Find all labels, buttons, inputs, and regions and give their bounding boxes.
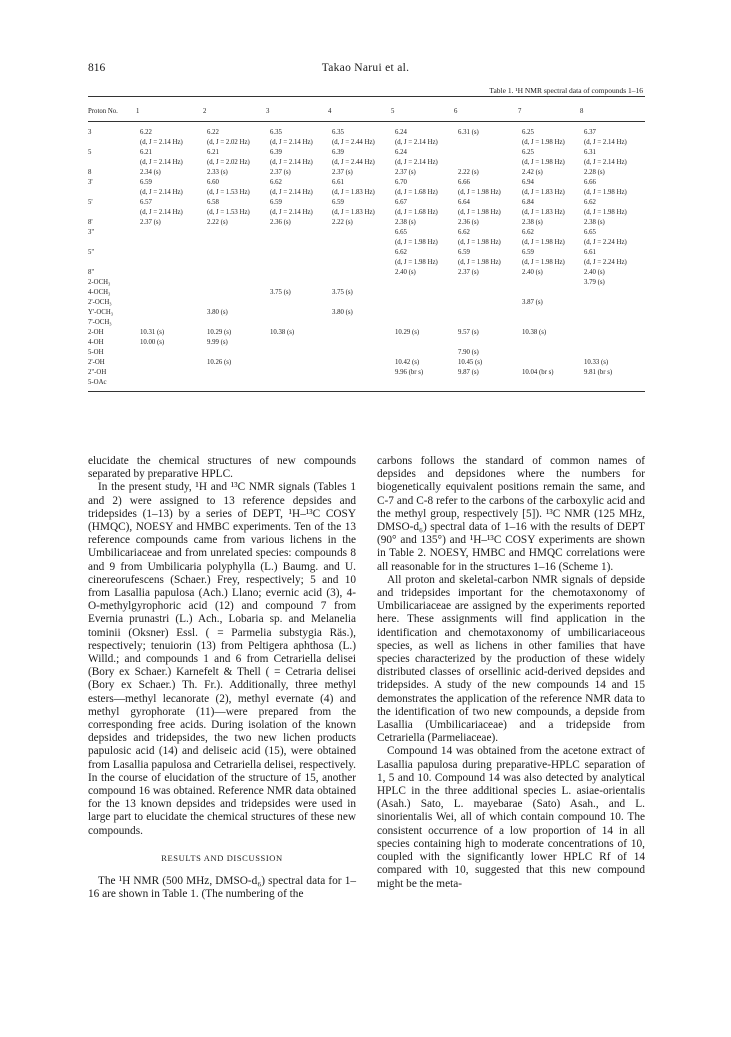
shift-value: (d, J = 1.83 Hz): [332, 189, 375, 196]
table-row: [88, 359, 645, 369]
proton-label: 5-OAc: [88, 379, 107, 386]
shift-value: 6.24: [395, 129, 407, 136]
shift-value: (d, J = 2.14 Hz): [270, 159, 313, 166]
shift-value: 2.40 (s): [522, 269, 543, 276]
shift-value: (d, J = 2.44 Hz): [332, 139, 375, 146]
shift-value: (d, J = 2.14 Hz): [395, 159, 438, 166]
proton-label: Y'-OCH₃: [88, 309, 114, 316]
shift-value: 10.33 (s): [584, 359, 609, 366]
table-row: [88, 319, 645, 329]
section-heading: RESULTS AND DISCUSSION: [161, 852, 283, 863]
table-row: [88, 159, 645, 169]
shift-value: 10.00 (s): [140, 339, 165, 346]
shift-value: (d, J = 2.14 Hz): [395, 139, 438, 146]
shift-value: (d, J = 1.98 Hz): [522, 239, 565, 246]
shift-value: 6.66: [584, 179, 596, 186]
shift-value: 6.60: [207, 179, 219, 186]
shift-value: 6.61: [332, 179, 344, 186]
shift-value: 3.80 (s): [207, 309, 228, 316]
proton-label: 2"-OH: [88, 369, 107, 376]
proton-label: 8": [88, 269, 95, 276]
shift-value: (d, J = 2.14 Hz): [140, 159, 183, 166]
shift-value: 2.37 (s): [140, 219, 161, 226]
shift-value: (d, J = 2.02 Hz): [207, 159, 250, 166]
table-caption: Table 1. ¹H NMR spectral data of compounds 1–16: [489, 86, 643, 95]
shift-value: 6.62: [395, 249, 407, 256]
shift-value: 6.62: [522, 229, 534, 236]
paragraph: All proton and skeletal-carbon NMR signals of depside and tridepsides important for the chemotaxonomy of Umbilicariaceae are assigned by the experiments reported here. These assignments will find application in the identification and chemotaxonomy of umbilicariaceous species, as well as lichens in other families that have species characterized by the production of these widely distributed classes of orsellinic acid-derived depsides and tridepsides. A study of the new compounds 14 and 15 demonstrates the application of the reference NMR data to the identification of two new compounds, a depside from Lasallia (Umbilicariaceae) and a tridepside from Cetrariella (Parmeliaceae).: [377, 573, 645, 745]
shift-value: 6.65: [395, 229, 407, 236]
proton-label: 5': [88, 199, 93, 206]
table-row: [88, 379, 645, 389]
shift-value: 2.38 (s): [395, 219, 416, 226]
table-row: [88, 139, 645, 149]
proton-label: 2'-OH: [88, 359, 105, 366]
shift-value: 10.45 (s): [458, 359, 483, 366]
shift-value: 6.35: [332, 129, 344, 136]
shift-value: 2.37 (s): [458, 269, 479, 276]
table-row: [88, 209, 645, 219]
shift-value: (d, J = 1.83 Hz): [522, 189, 565, 196]
table-row: [88, 339, 645, 349]
proton-label: 4-OCH₃: [88, 289, 111, 296]
shift-value: (d, J = 1.98 Hz): [458, 189, 501, 196]
shift-value: 2.37 (s): [270, 169, 291, 176]
shift-value: 7.90 (s): [458, 349, 479, 356]
paragraph: carbons follows the standard of common names of depsides and depsidones where the numbers for biogenetically equivalent positions remain the same, and C-7 and C-8 refer to the carbons of the carboxylic acid and the methyl group, respectively [5]). ¹³C NMR (125 MHz, DMSO-d₆) spectral data of 1–16 with the results of DEPT (90° and 135°) and ¹H–¹³C COSY experiments are shown in Table 2. NOESY, HMBC and HMQC correlations were all reasonable for in the structures 1–16 (Scheme 1).: [377, 455, 645, 573]
column-header: 4: [328, 108, 332, 115]
shift-value: 3.80 (s): [332, 309, 353, 316]
shift-value: (d, J = 2.14 Hz): [270, 139, 313, 146]
table-row: [88, 229, 645, 239]
shift-value: 9.87 (s): [458, 369, 479, 376]
shift-value: 6.94: [522, 179, 534, 186]
table-row: [88, 349, 645, 359]
shift-value: 6.59: [332, 199, 344, 206]
column-header: 5: [391, 108, 395, 115]
column-header: 6: [454, 108, 458, 115]
shift-value: 6.59: [140, 179, 152, 186]
shift-value: 6.37: [584, 129, 596, 136]
shift-value: 2.42 (s): [522, 169, 543, 176]
shift-value: 9.96 (br s): [395, 369, 424, 376]
shift-value: 2.37 (s): [332, 169, 353, 176]
column-header: 3: [266, 108, 270, 115]
proton-label: 7'-OCH₃: [88, 319, 112, 326]
table-row: [88, 279, 645, 289]
shift-value: 6.35: [270, 129, 282, 136]
shift-value: 2.34 (s): [140, 169, 161, 176]
shift-value: (d, J = 1.98 Hz): [458, 259, 501, 266]
paragraph: elucidate the chemical structures of new compounds separated by preparative HPLC.: [88, 455, 356, 481]
shift-value: 6.24: [395, 149, 407, 156]
table-row: [88, 309, 645, 319]
shift-value: (d, J = 1.98 Hz): [522, 159, 565, 166]
proton-label: 2-OCH₃: [88, 279, 111, 286]
shift-value: 2.22 (s): [207, 219, 228, 226]
shift-value: 2.33 (s): [207, 169, 228, 176]
page-number: 816: [88, 62, 106, 74]
proton-label: 8': [88, 219, 93, 226]
shift-value: (d, J = 2.14 Hz): [584, 139, 627, 146]
shift-value: (d, J = 1.83 Hz): [522, 209, 565, 216]
shift-value: 9.57 (s): [458, 329, 479, 336]
shift-value: 6.65: [584, 229, 596, 236]
running-title: Takao Narui et al.: [321, 62, 410, 74]
table-row: [88, 129, 645, 139]
shift-value: (d, J = 2.24 Hz): [584, 239, 627, 246]
shift-value: (d, J = 2.14 Hz): [140, 209, 183, 216]
shift-value: 3.75 (s): [270, 289, 291, 296]
shift-value: 10.42 (s): [395, 359, 420, 366]
shift-value: 6.21: [207, 149, 219, 156]
table-row: [88, 369, 645, 379]
shift-value: (d, J = 1.53 Hz): [207, 189, 250, 196]
shift-value: (d, J = 2.14 Hz): [140, 139, 183, 146]
shift-value: 6.67: [395, 199, 407, 206]
table-row: [88, 189, 645, 199]
table-header: [88, 108, 645, 120]
shift-value: (d, J = 1.68 Hz): [395, 189, 438, 196]
proton-label: 3: [88, 129, 92, 136]
shift-value: 2.38 (s): [584, 219, 605, 226]
shift-value: 6.61: [584, 249, 596, 256]
column-header: 1: [136, 108, 140, 115]
shift-value: 6.66: [458, 179, 470, 186]
shift-value: (d, J = 2.14 Hz): [584, 159, 627, 166]
table-row: [88, 289, 645, 299]
shift-value: 10.38 (s): [270, 329, 295, 336]
shift-value: 6.59: [458, 249, 470, 256]
table-row: [88, 259, 645, 269]
shift-value: (d, J = 2.02 Hz): [207, 139, 250, 146]
shift-value: 6.21: [140, 149, 152, 156]
shift-value: 2.22 (s): [458, 169, 479, 176]
proton-label: 4-OH: [88, 339, 104, 346]
column-header: 8: [580, 108, 584, 115]
paragraph: In the present study, ¹H and ¹³C NMR signals (Tables 1 and 2) were assigned to 13 reference depsides and tridepsides (1–13) by a series of DEPT, ¹H–¹³C COSY (HMQC), NOESY and HMBC experiments. Ten of the 13 reference compounds came from various lichens in the Umbilicariaceae and from unrelated species: compounds 8 and 9 from Umbilicaria polyphylla (L.) Baumg. and U. cinereorufescens (Schaer.) Frey, respectively; 5 and 10 from Lasallia papulosa (Ach.) Llano; evernic acid (3), 4-O-methylgyrophoric acid (12) and compound 7 from Evernia prunastri (L.) Ach., Lobaria sp. and Melanelia tominii (Oksner) Essl. ( = Parmelia substygia Räs.), respectively; tenuiorin (13) from Peltigera aphthosa (L.) Willd.; and compounds 1 and 6 from Cetrariella delisei (Bory ex Schaer.) Karnefelt & Thell ( = Cetraria delisei (Bory ex Schaer.) Th. Fr.). Additionally, three methyl esters—methyl lecanorate (2), methyl evernate (4) and methyl gyrophorate (11)—were prepared from the corresponding free acids. During isolation of the known depsides and tridepsides, the two new lichen products papulosic acid (14) and deliseic acid (15), were obtained from Lasallia papulosa and Cetrariella delisei, respectively. In the course of elucidation of the structure of 15, another compound 16 was obtained. Reference NMR data obtained for the 13 known depsides and tridepsides were used in large part to elucidate the chemical structures of these new compounds.: [88, 481, 356, 837]
shift-value: 2.40 (s): [584, 269, 605, 276]
shift-value: (d, J = 1.98 Hz): [458, 239, 501, 246]
shift-value: 10.29 (s): [395, 329, 420, 336]
shift-value: 6.64: [458, 199, 470, 206]
table-row: [88, 269, 645, 279]
shift-value: (d, J = 1.83 Hz): [332, 209, 375, 216]
shift-value: (d, J = 1.98 Hz): [584, 209, 627, 216]
shift-value: 6.31 (s): [458, 129, 479, 136]
column-header: 2: [203, 108, 207, 115]
shift-value: (d, J = 1.98 Hz): [522, 139, 565, 146]
shift-value: (d, J = 2.14 Hz): [270, 189, 313, 196]
shift-value: 2.37 (s): [395, 169, 416, 176]
table-row: [88, 179, 645, 189]
shift-value: (d, J = 2.24 Hz): [584, 259, 627, 266]
paragraph: The ¹H NMR (500 MHz, DMSO-d₆) spectral data for 1–16 are shown in Table 1. (The numbering of the: [88, 875, 356, 901]
table-row: [88, 239, 645, 249]
table-row: [88, 329, 645, 339]
shift-value: (d, J = 1.68 Hz): [395, 209, 438, 216]
shift-value: 10.04 (br s): [522, 369, 554, 376]
proton-label: 8: [88, 169, 92, 176]
shift-value: 6.59: [270, 199, 282, 206]
shift-value: (d, J = 1.98 Hz): [522, 259, 565, 266]
shift-value: 10.38 (s): [522, 329, 547, 336]
table-top-rule: [88, 96, 645, 97]
left-column: [88, 455, 356, 902]
shift-value: (d, J = 1.98 Hz): [458, 209, 501, 216]
shift-value: 3.75 (s): [332, 289, 353, 296]
shift-value: 6.70: [395, 179, 407, 186]
shift-value: 10.29 (s): [207, 329, 232, 336]
column-header: Proton No.: [88, 108, 118, 115]
shift-value: (d, J = 1.98 Hz): [395, 239, 438, 246]
shift-value: (d, J = 1.98 Hz): [395, 259, 438, 266]
shift-value: (d, J = 1.53 Hz): [207, 209, 250, 216]
paragraph: Compound 14 was obtained from the acetone extract of Lasallia papulosa during preparative-HPLC separation of 1, 5 and 10. Compound 14 was also detected by analytical HPLC in the three additional species L. asiae-orientalis (Asah.) Sato, L. mayebarae (Sato) Asah., and L. sinorientalis Wei, all of which contain compound 10. The consistent occurrence of a low proportion of 14 in all species containing high to moderate concentrations of 10, coupled with the significantly lower HPLC Rf of 14 compared with 10, suggested that this new compound might be the meta-: [377, 745, 645, 890]
shift-value: 6.25: [522, 129, 534, 136]
shift-value: 6.58: [207, 199, 219, 206]
proton-label: 5-OH: [88, 349, 104, 356]
table-header-rule: [88, 121, 645, 122]
shift-value: 6.22: [140, 129, 152, 136]
shift-value: 6.59: [522, 249, 534, 256]
shift-value: (d, J = 2.14 Hz): [140, 189, 183, 196]
shift-value: 9.81 (br s): [584, 369, 613, 376]
shift-value: 6.62: [584, 199, 596, 206]
shift-value: 2.40 (s): [395, 269, 416, 276]
shift-value: 6.31: [584, 149, 596, 156]
shift-value: 2.36 (s): [270, 219, 291, 226]
shift-value: 10.31 (s): [140, 329, 165, 336]
shift-value: 10.26 (s): [207, 359, 232, 366]
shift-value: 6.25: [522, 149, 534, 156]
proton-label: 5": [88, 249, 95, 256]
table-row: [88, 299, 645, 309]
shift-value: 3.79 (s): [584, 279, 605, 286]
shift-value: 6.57: [140, 199, 152, 206]
shift-value: (d, J = 2.44 Hz): [332, 159, 375, 166]
proton-label: 2'-OCH₃: [88, 299, 112, 306]
column-header: 7: [518, 108, 522, 115]
table-row: [88, 219, 645, 229]
table-bottom-rule: [88, 391, 645, 392]
shift-value: (d, J = 2.14 Hz): [270, 209, 313, 216]
shift-value: 9.99 (s): [207, 339, 228, 346]
proton-label: 3": [88, 229, 95, 236]
table-row: [88, 149, 645, 159]
table-row: [88, 249, 645, 259]
table-row: [88, 199, 645, 209]
proton-label: 2-OH: [88, 329, 104, 336]
shift-value: (d, J = 1.98 Hz): [584, 189, 627, 196]
right-column: [377, 455, 645, 891]
shift-value: 6.84: [522, 199, 534, 206]
table-row: [88, 169, 645, 179]
shift-value: 3.87 (s): [522, 299, 543, 306]
shift-value: 6.62: [458, 229, 470, 236]
shift-value: 6.39: [332, 149, 344, 156]
shift-value: 2.22 (s): [332, 219, 353, 226]
shift-value: 6.22: [207, 129, 219, 136]
shift-value: 2.36 (s): [458, 219, 479, 226]
shift-value: 2.28 (s): [584, 169, 605, 176]
shift-value: 6.62: [270, 179, 282, 186]
proton-label: 3': [88, 179, 93, 186]
shift-value: 2.38 (s): [522, 219, 543, 226]
shift-value: 6.39: [270, 149, 282, 156]
proton-label: 5: [88, 149, 92, 156]
